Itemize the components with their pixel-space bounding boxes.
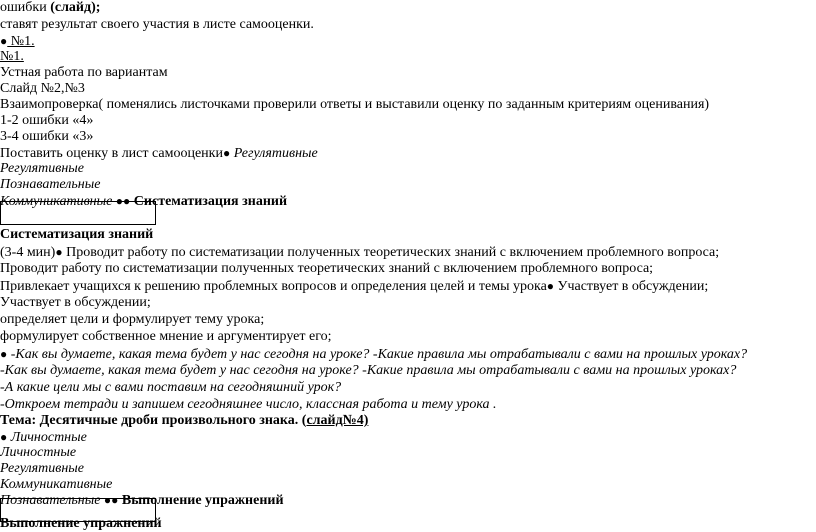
text-line: Взаимопроверка( поменялись листочками проверили ответы и выставили оценку по заданным критериям оценивания): [0, 97, 710, 112]
text-run-bold: Систематизация знаний: [130, 194, 288, 209]
bullet-icon: ●: [222, 146, 231, 160]
text-line: Личностные: [0, 445, 77, 460]
text-line: №1.: [0, 49, 24, 64]
text-line: Устная работа по вариантам: [0, 65, 168, 80]
bullet-icon: ●: [546, 279, 555, 293]
bullet-icon: ●: [0, 34, 8, 48]
section-heading: Систематизация знаний: [0, 227, 154, 242]
bullet-icon: ●: [0, 430, 8, 444]
text-line: [0, 429, 87, 445]
text-line: [0, 0, 100, 16]
text-run-bold: (слайд);: [50, 0, 101, 15]
bullet-icon: ●: [0, 347, 8, 361]
text-run-bold: Тема: Десятичные дроби произвольного знака. (: [0, 413, 307, 428]
empty-frame-box: [0, 201, 156, 225]
text-run: Проводит работу по систематизации полученных теоретических знаний с включением проблемного вопроса;: [62, 245, 720, 260]
text-run-bold: Выполнение упражнений: [118, 493, 284, 508]
slide-link[interactable]: слайд№4): [306, 413, 369, 428]
text-line: [0, 278, 708, 294]
bullet-icon: ●●: [115, 194, 131, 208]
text-line: Слайд №2,№3: [0, 81, 85, 96]
text-line: [0, 145, 318, 161]
text-line: Регулятивные: [0, 461, 84, 476]
text-line: Проводит работу по систематизации полученных теоретических знаний с включением проблемного вопроса;: [0, 261, 654, 276]
text-run: Участвует в обсуждении;: [554, 279, 709, 294]
text-run-italic: Коммуникативные: [0, 194, 116, 209]
text-line: определяет цели и формулирует тему урока;: [0, 312, 265, 327]
text-line: Регулятивные: [0, 161, 84, 176]
text-run-italic: Регулятивные: [230, 146, 318, 161]
lesson-topic-line: [0, 413, 368, 429]
text-line: -Как вы думаете, какая тема будет у нас сегодня на уроке? -Какие правила мы отрабатывали с вами на прошлых уроках?: [0, 363, 737, 378]
text-line: 3-4 ошибки «3»: [0, 129, 94, 144]
text-run: проблемных вопросов и определения целей и темы урока: [200, 279, 547, 294]
text-run-italic: -Как вы думаете, какая тема будет у нас сегодня на уроке? -Какие правила мы отрабатывали с вами на прошлых уроках?: [7, 347, 748, 362]
text-line: [0, 346, 747, 362]
text-line: Участвует в обсуждении;: [0, 295, 151, 310]
text-run: Привлекает учащихся к решению: [0, 279, 201, 294]
text-run: ошибки: [0, 0, 51, 15]
bullet-icon: ●●: [103, 493, 119, 507]
section-heading: Выполнение упражнений: [0, 516, 162, 531]
text-line: Познавательные: [0, 177, 101, 192]
text-line: -Откроем тетради и запишем сегодняшнее число, классная работа и тему урока .: [0, 397, 497, 412]
text-line: [0, 33, 35, 49]
text-line: 1-2 ошибки «4»: [0, 113, 94, 128]
text-line: [0, 244, 719, 260]
text-run-underlined: №1.: [7, 34, 35, 49]
text-run-italic: Познавательные: [0, 493, 104, 508]
text-run: (3-4 мин): [0, 245, 56, 260]
text-line: Коммуникативные: [0, 477, 113, 492]
text-line: ставят результат своего участия в листе самооценки.: [0, 17, 314, 32]
text-line: формулирует собственное мнение и аргументирует его;: [0, 329, 332, 344]
text-line: -А какие цели мы с вами поставим на сегодняшний урок?: [0, 380, 342, 395]
text-run: Поставить оценку в лист самооценки: [0, 146, 223, 161]
bullet-icon: ●: [55, 245, 63, 259]
text-run-italic: Личностные: [7, 430, 87, 445]
